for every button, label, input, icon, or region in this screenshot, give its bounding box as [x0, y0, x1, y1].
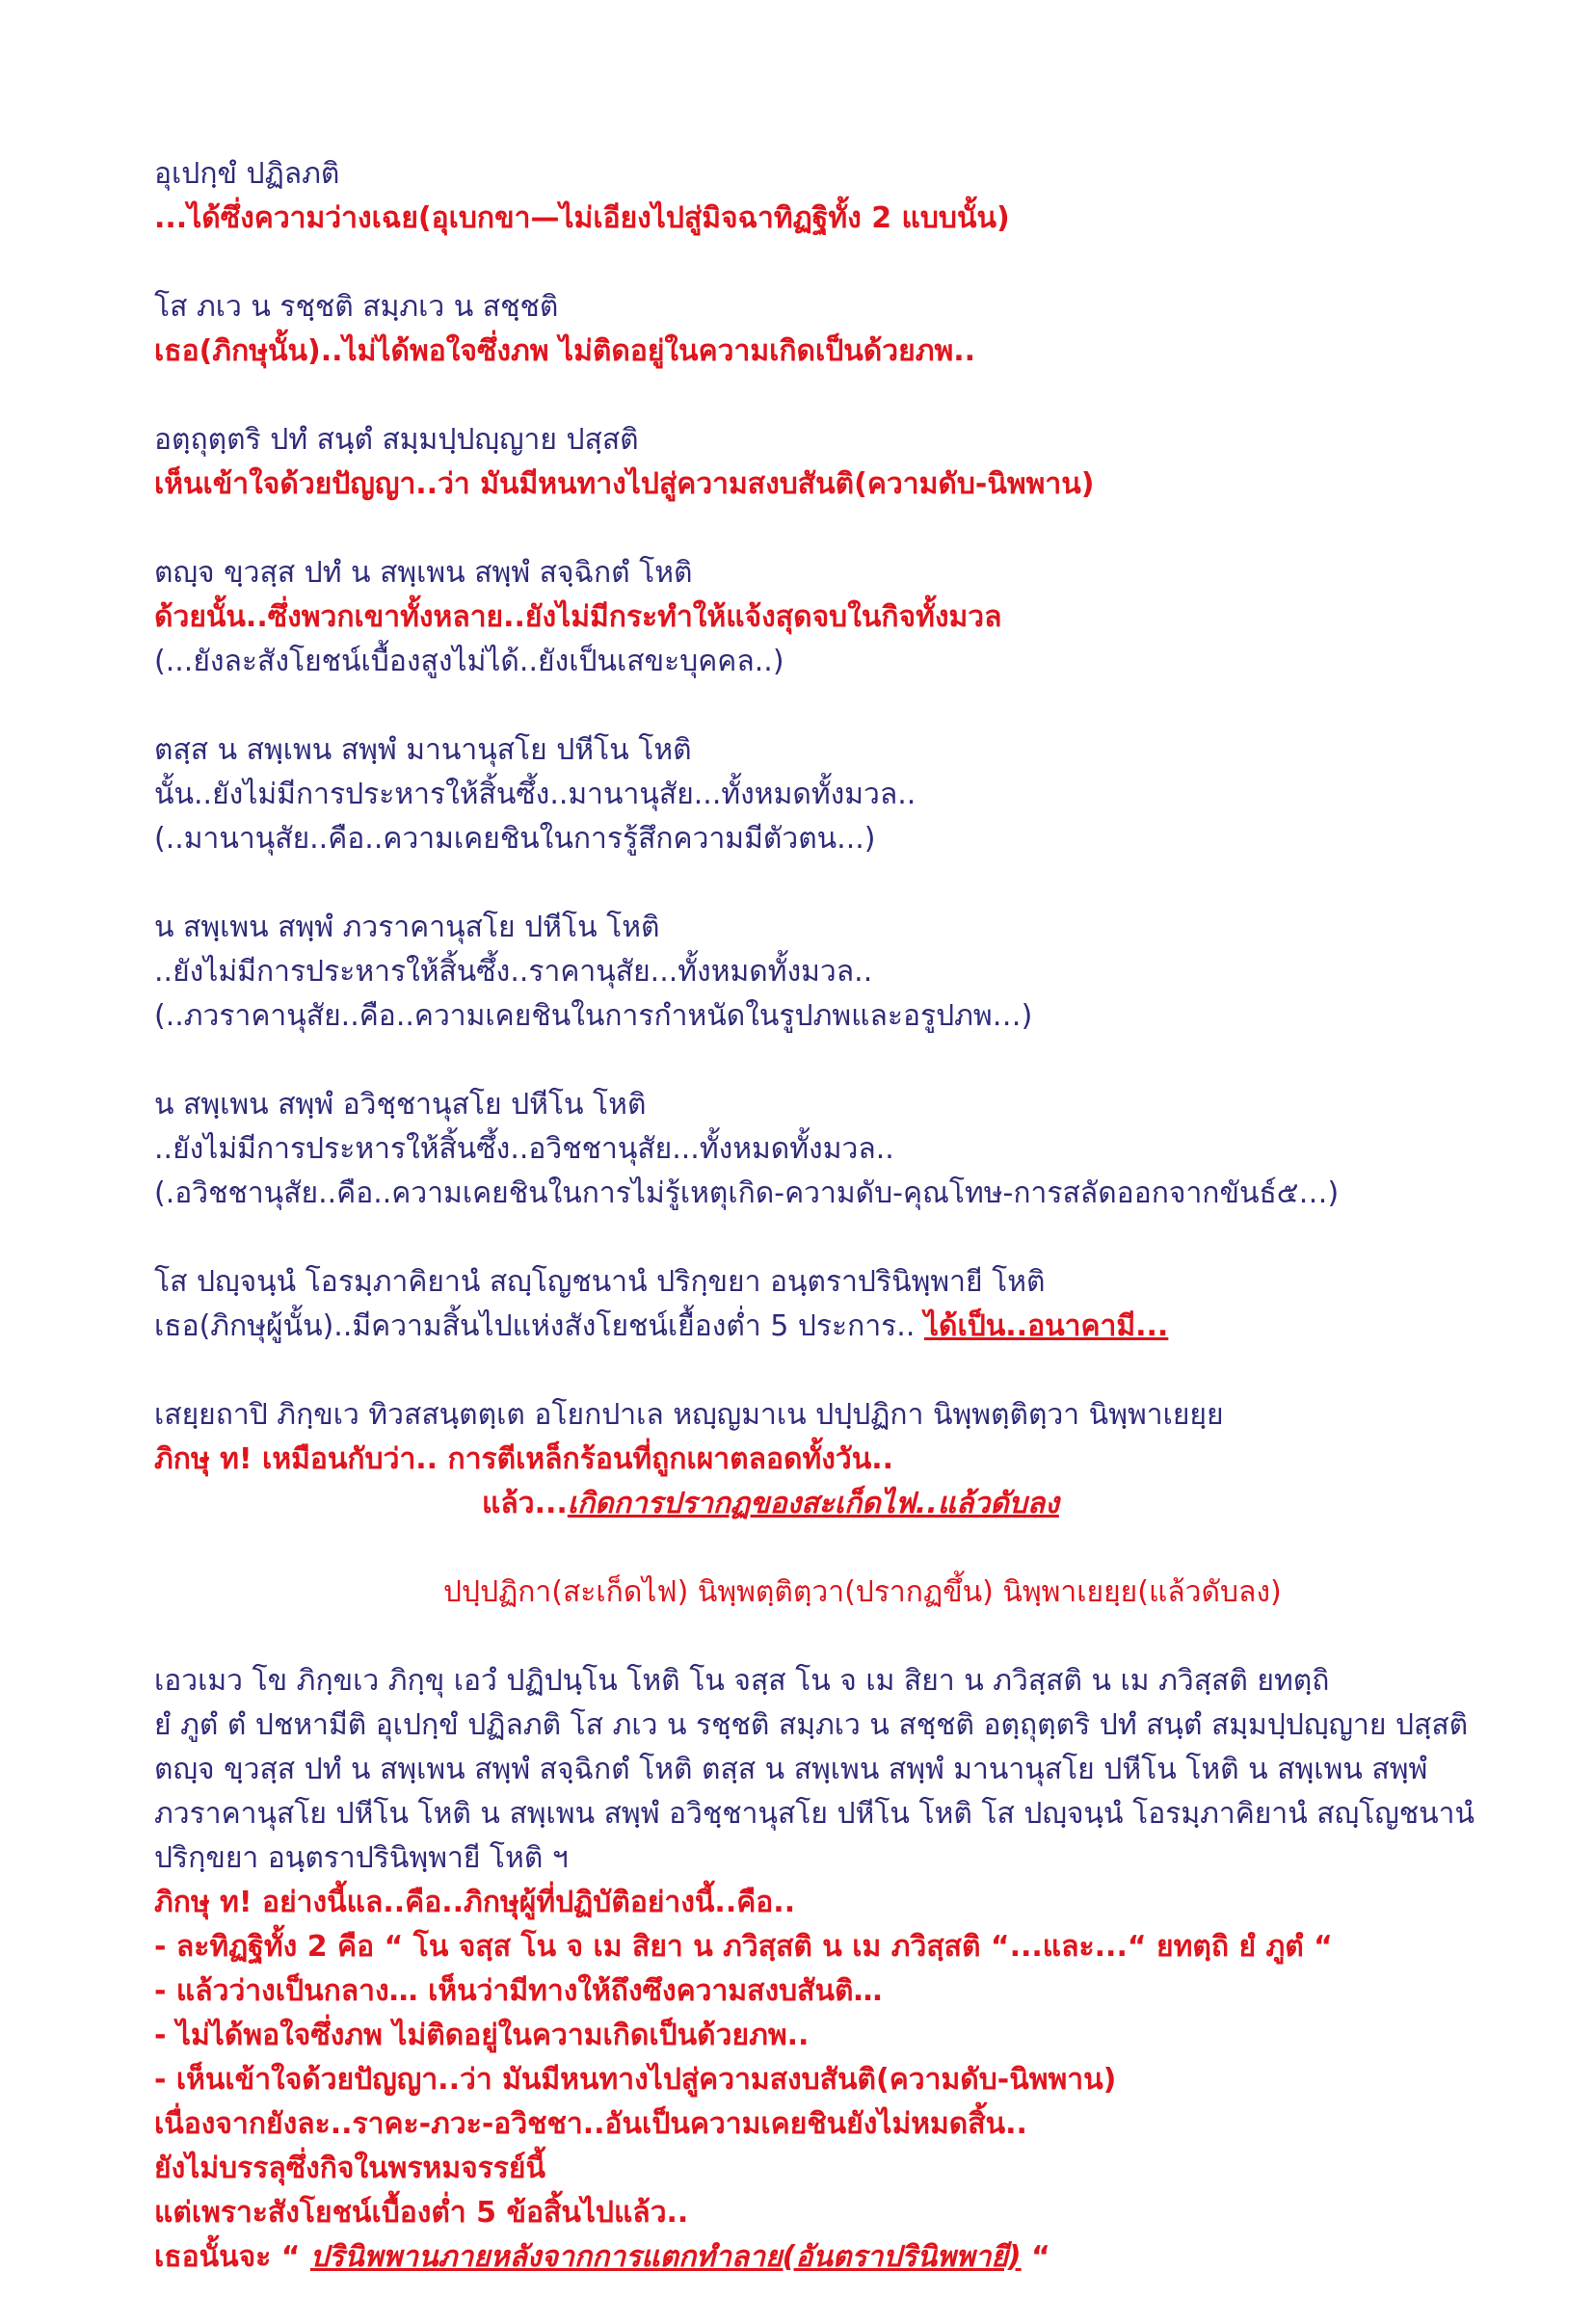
summary-pali-line-1: เอวเมว โข ภิกฺขเว ภิกฺขุ เอวํ ปฏิปนฺโน โหติ โน จสฺส โน จ เม สิยา น ภวิสฺสติ น เม ภวิสฺสติ ยทตฺถิ: [154, 1664, 1330, 1698]
summary-block: [154, 1659, 1542, 2280]
gloss-block: [154, 1571, 1542, 1615]
summary-thai-line-1: ภิกษุ ท! อย่างนี้แล..คือ..ภิกษุผู้ที่ปฏิบัติอย่างนี้..คือ..: [154, 1886, 796, 1919]
pali-line: ตสฺส น สพฺเพน สพฺพํ มานานุสโย ปหีโน โหติ: [154, 733, 692, 767]
summary-thai-line-6: เนื่องจากยังละ..ราคะ-ภวะ-อวิชชา..อันเป็นความเคยชินยังไม่หมดสิ้น..: [154, 2107, 1027, 2141]
pali-line: อุเปกฺขํ ปฏิลภติ: [154, 157, 340, 191]
thai-translation: [154, 1305, 1542, 1349]
thai-translation: ..ยังไม่มีการประหารให้สิ้นซึ้ง..ราคานุสัย...ทั้งหมดทั้งมวล..: [154, 955, 873, 989]
simile-line-2-emphasis: เกิดการปรากฏของสะเก็ดไฟ..แล้วดับลง: [567, 1487, 1059, 1520]
explanatory-note: (.อวิชชานุสัย..คือ..ความเคยชินในการไม่รู้เหตุเกิด-ความดับ-คุณโทษ-การสลัดออกจากขันธ์๕…): [154, 1176, 1340, 1210]
pali-line: โส ภเว น รชฺชติ สมฺภเว น สชฺชติ: [154, 290, 559, 324]
thai-translation: ด้วยนั้น..ซึ่งพวกเขาทั้งหลาย..ยังไม่มีกระทำให้แจ้งสุดจบในกิจทั้งมวล: [154, 600, 1002, 634]
summary-final-line: [154, 2235, 1542, 2280]
thai-prefix: เธอ(ภิกษุผู้นั้น)..มีความสิ้นไปแห่งสังโยชน์เยื้องต่ำ 5 ประการ..: [154, 1309, 924, 1343]
simile-line-2: [154, 1482, 1542, 1526]
explanatory-note: (..ภวราคานุสัย..คือ..ความเคยชินในการกำหนัดในรูปภพและอรูปภพ…): [154, 999, 1033, 1033]
verse-block-7: [154, 1083, 1542, 1216]
verse-block-4: [154, 551, 1542, 684]
thai-translation: นั้น..ยังไม่มีการประหารให้สิ้นซึ้ง..มานานุสัย...ทั้งหมดทั้งมวล..: [154, 778, 917, 811]
verse-block-5: [154, 728, 1542, 861]
simile-line-2-prefix: แล้ว...: [482, 1487, 568, 1520]
word-gloss: ปปฺปฏิกา(สะเก็ดไฟ) นิพฺพตฺติตฺวา(ปรากฏขึ้น) นิพฺพาเยยฺย(แล้วดับลง): [443, 1575, 1282, 1609]
document-page: [154, 152, 1542, 2324]
verse-block-2: [154, 285, 1542, 374]
thai-translation: ..ยังไม่มีการประหารให้สิ้นซึ้ง..อวิชชานุสัย...ทั้งหมดทั้งมวล..: [154, 1132, 894, 1166]
simile-line-1: ภิกษุ ท! เหมือนกับว่า.. การตีเหล็กร้อนที่ถูกเผาตลอดทั้งวัน..: [154, 1442, 894, 1476]
explanatory-note: (...ยังละสังโยชน์เบื้องสูงไม่ได้..ยังเป็นเสขะบุคคล..): [154, 645, 784, 678]
pali-line: น สพฺเพน สพฺพํ ภวราคานุสโย ปหีโน โหติ: [154, 911, 660, 944]
verse-block-3: [154, 418, 1542, 507]
verse-block-1: [154, 152, 1542, 241]
summary-pali-line-3: ตญฺจ ขฺวสฺส ปทํ น สพฺเพน สพฺพํ สจฺฉิกตํ โหติ ตสฺส น สพฺเพน สพฺพํ มานานุสโย ปหีโน โหติ น สพฺเพน สพฺพํ: [154, 1753, 1428, 1786]
summary-thai-line-7: ยังไม่บรรลุซึ่งกิจในพรหมจรรย์นี้: [154, 2152, 545, 2185]
final-prefix: เธอนั้นจะ “: [154, 2240, 310, 2274]
pali-line: โส ปญฺจนฺนํ โอรมฺภาคิยานํ สญฺโญชนานํ ปริกฺขยา อนฺตราปรินิพฺพายี โหติ: [154, 1265, 1046, 1299]
summary-thai-line-5: - เห็นเข้าใจด้วยปัญญา..ว่า มันมีหนทางไปสู่ความสงบสันติ(ความดับ-นิพพาน): [154, 2063, 1117, 2097]
thai-translation: ...ได้ซึ่งความว่างเฉย(อุเบกขา—ไม่เอียงไปสู่มิจฉาทิฏฐิทั้ง 2 แบบนั้น): [154, 201, 1010, 235]
explanatory-note: (..มานานุสัย..คือ..ความเคยชินในการรู้สึกความมีตัวตน...): [154, 822, 876, 856]
summary-pali-line-4: ภวราคานุสโย ปหีโน โหติ น สพฺเพน สพฺพํ อวิชฺชานุสโย ปหีโน โหติ โส ปญฺจนฺนํ โอรมฺภาคิยานํ สญฺโญชนานํ: [154, 1797, 1475, 1831]
summary-thai-line-4: - ไม่ได้พอใจซึ่งภพ ไม่ติดอยู่ในความเกิดเป็นด้วยภพ..: [154, 2019, 810, 2052]
summary-pali-line-5: ปริกฺขยา อนฺตราปรินิพฺพายี โหติ ฯ: [154, 1841, 569, 1875]
thai-translation: เธอ(ภิกษุนั้น)..ไม่ได้พอใจซึ่งภพ ไม่ติดอยู่ในความเกิดเป็นด้วยภพ..: [154, 334, 976, 368]
pali-line: น สพฺเพน สพฺพํ อวิชฺชานุสโย ปหีโน โหติ: [154, 1088, 647, 1122]
summary-thai-line-8: แต่เพราะสังโยชน์เบื้องต่ำ 5 ข้อสิ้นไปแล้ว..: [154, 2196, 689, 2230]
result-block: [154, 1260, 1542, 1349]
thai-translation: เห็นเข้าใจด้วยปัญญา..ว่า มันมีหนทางไปสู่ความสงบสันติ(ความดับ-นิพพาน): [154, 467, 1095, 501]
summary-pali-line-2: ยํ ภูตํ ตํ ปชหามีติ อุเปกฺขํ ปฏิลภติ โส ภเว น รชฺชติ สมฺภเว น สชฺชติ อตฺถุตฺตริ ปทํ สนฺตํ สมฺมปฺปญฺญาย ปสฺสติ: [154, 1708, 1469, 1742]
antaraparinibbayi-emphasis: ปรินิพพานภายหลังจากการแตกทำลาย(อันตราปรินิพพายี): [309, 2240, 1022, 2274]
simile-block: [154, 1393, 1542, 1526]
summary-thai-line-3: - แล้วว่างเป็นกลาง… เห็นว่ามีทางให้ถึงซึงความสงบสันติ…: [154, 1974, 883, 2008]
summary-thai-line-2: - ละทิฏฐิทั้ง 2 คือ “ โน จสฺส โน จ เม สิยา น ภวิสฺสติ น เม ภวิสฺสติ “...และ...“ ยทตฺถิ ยํ ภูตํ “: [154, 1930, 1333, 1964]
anagami-emphasis: ได้เป็น..อนาคามี...: [923, 1309, 1169, 1343]
pali-line: ตญฺจ ขฺวสฺส ปทํ น สพฺเพน สพฺพํ สจฺฉิกตํ โหติ: [154, 556, 693, 590]
pali-line: อตฺถุตฺตริ ปทํ สนฺตํ สมฺมปฺปญฺญาย ปสฺสติ: [154, 423, 639, 457]
final-suffix: “: [1021, 2240, 1050, 2274]
pali-line: เสยฺยถาปิ ภิกฺขเว ทิวสสนฺตตฺเต อโยกปาเล หญฺญมาเน ปปฺปฏิกา นิพฺพตฺติตฺวา นิพฺพาเยยฺย: [154, 1398, 1224, 1432]
verse-block-6: [154, 906, 1542, 1039]
